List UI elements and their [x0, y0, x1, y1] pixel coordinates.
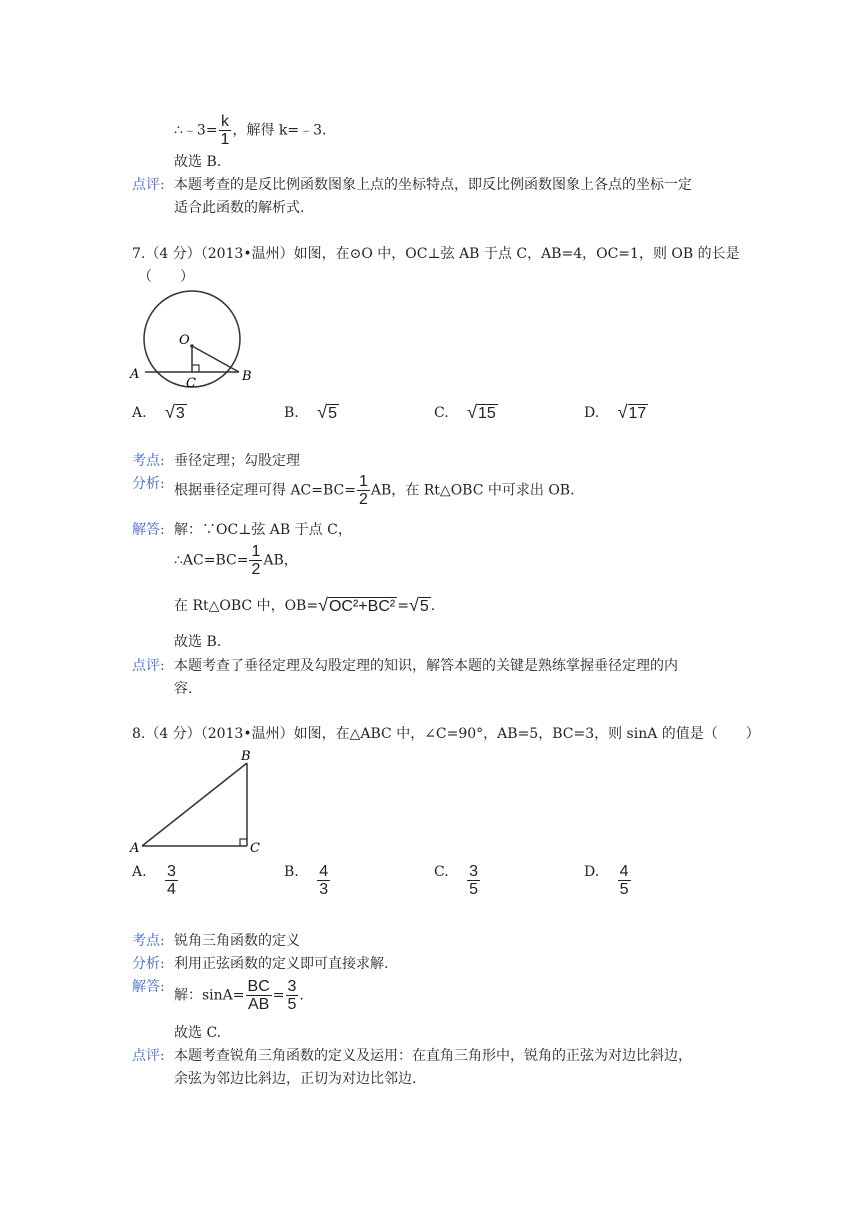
center-point [190, 344, 194, 348]
q7-jieda-line-1: 解：∵OC⊥弦 AB 于点 C， [174, 522, 352, 538]
q8-option-c[interactable]: C. $\frac{3}{5}$ [434, 863, 479, 898]
q8-option-b[interactable]: B. $\frac{4}{3}$ [284, 863, 329, 898]
q8-jieda: 解：sinA= $\frac{BC}{AB}$ = $\frac{3}{5}$ . [174, 978, 304, 1013]
q8-option-a[interactable]: A. $\frac{3}{4}$ [132, 863, 176, 898]
q7-stem-line-1: 7.（4 分）（2013•温州）如图，在⊙O 中，OC⊥弦 AB 于点 C，AB=4，OC=1，则 OB 的长是 [132, 246, 740, 262]
q7-kaodian-label: 考点: [132, 453, 165, 469]
right-angle-mark [192, 365, 199, 372]
q8-comment-line-1: 本题考查锐角三角函数的定义及运用：在直角三角形中，锐角的正弦为对边比斜边， [174, 1048, 692, 1064]
q7-comment-line-1: 本题考查了垂径定理及勾股定理的知识，解答本题的关键是熟练掌握垂径定理的内 [174, 658, 678, 674]
q7-option-c[interactable]: C. √15 [434, 402, 496, 422]
prev-comment-line-2: 适合此函数的解析式. [174, 200, 305, 216]
q8-kaodian-label: 考点: [132, 933, 165, 949]
prev-answer-line: ∴﹣3= $\frac{k}{1}$ ，解得 k=﹣3. [174, 113, 327, 148]
q8-fenxi: 利用正弦函数的定义即可直接求解. [174, 956, 389, 972]
q8-option-d[interactable]: D. $\frac{4}{5}$ [584, 863, 629, 898]
prev-comment-line-1: 本题考查的是反比例函数图象上点的坐标特点，即反比例函数图象上各点的坐标一定 [174, 177, 692, 193]
q7-fenxi-label: 分析: [132, 476, 165, 492]
q7-stem-line-2: （ ） [138, 269, 194, 285]
q7-jieda-line-2: ∴AC=BC= $\frac{1}{2}$ AB， [174, 543, 298, 578]
label-b: B [241, 749, 251, 764]
right-angle-mark [240, 839, 247, 846]
side-ab [142, 763, 247, 846]
prev-comment-label: 点评: [132, 177, 165, 193]
q7-option-b[interactable]: B. √5 [284, 402, 337, 422]
q8-stem: 8.（4 分）（2013•温州）如图，在△ABC 中，∠C=90°，AB=5，BC=3，则 sinA 的值是（ ） [132, 726, 760, 742]
q8-fenxi-label: 分析: [132, 956, 165, 972]
label-a: A [130, 841, 140, 856]
q7-circle-figure [128, 288, 258, 390]
label-c: C [186, 376, 196, 390]
q7-fenxi: 根据垂径定理可得 AC=BC= $\frac{1}{2}$ AB，在 Rt△OBC 中可求出 OB. [174, 473, 575, 508]
q8-kaodian: 锐角三角函数的定义 [174, 933, 300, 949]
q7-jieda-label: 解答: [132, 522, 165, 538]
q8-triangle-figure [128, 748, 268, 858]
label-a: A [130, 367, 140, 382]
q7-option-d[interactable]: D. √17 [584, 402, 647, 422]
q7-kaodian: 垂径定理；勾股定理 [174, 453, 300, 469]
q7-jieda-line-3: 在 Rt△OBC 中，OB=√OC²+BC² =√5 . [174, 595, 436, 615]
q7-choice: 故选 B. [174, 634, 222, 650]
label-o: O [179, 333, 190, 348]
prev-choice: 故选 B. [174, 154, 222, 170]
q8-jieda-label: 解答: [132, 979, 165, 995]
label-c: C [250, 841, 260, 856]
q8-comment-label: 点评: [132, 1048, 165, 1064]
label-b: B [242, 369, 252, 384]
q7-option-a[interactable]: A. √3 [132, 402, 185, 422]
q8-choice: 故选 C. [174, 1025, 222, 1041]
q7-comment-label: 点评: [132, 658, 165, 674]
fraction-k-over-1: $\frac{k}{1}$ [220, 113, 230, 148]
q8-comment-line-2: 余弦为邻边比斜边，正切为对边比邻边. [174, 1071, 417, 1087]
q7-comment-line-2: 容. [174, 681, 193, 697]
